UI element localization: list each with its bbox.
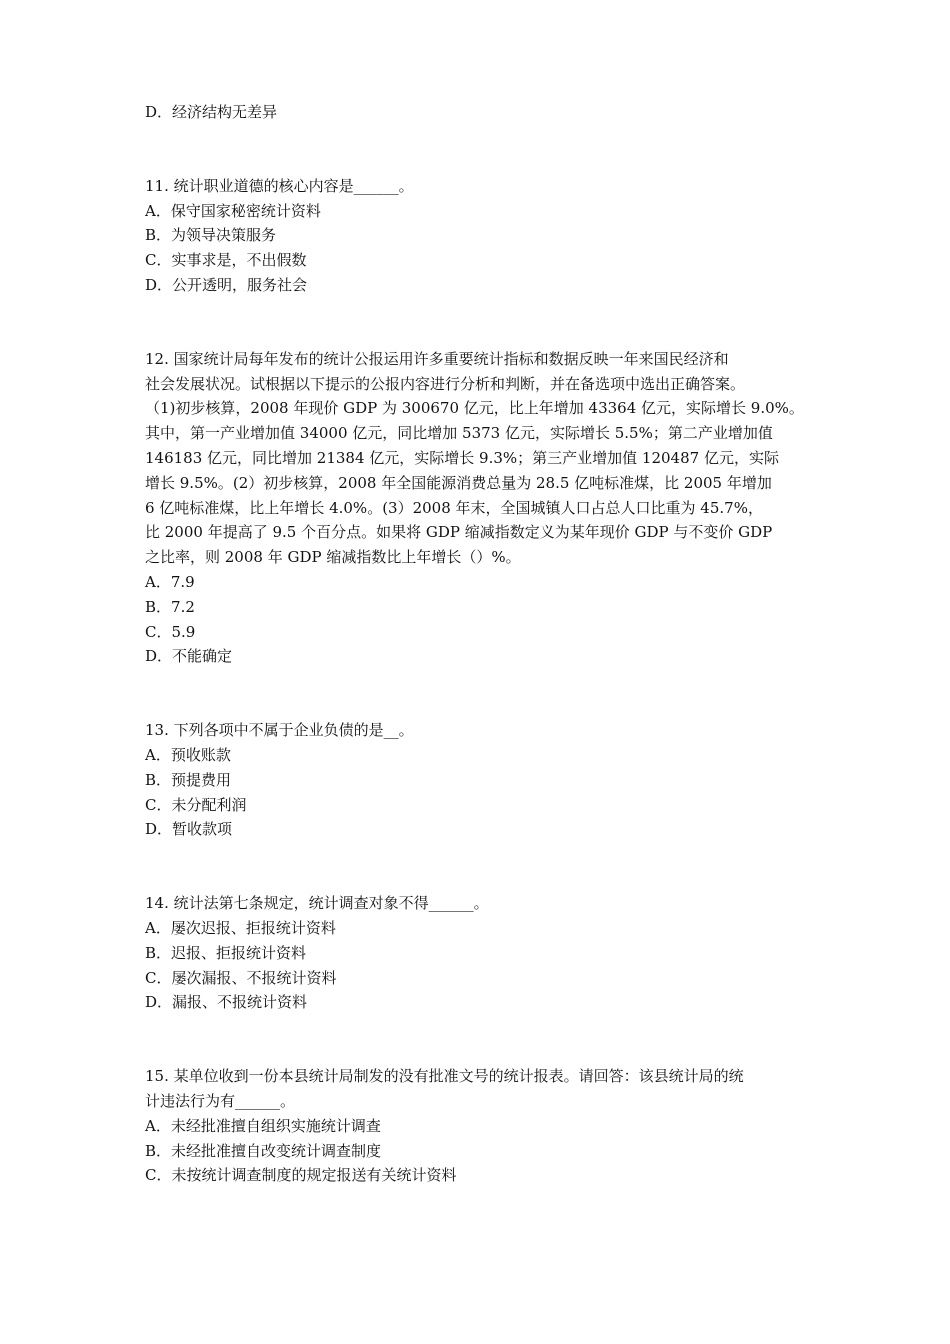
spacer: [145, 298, 815, 347]
document-page: [145, 100, 815, 1188]
option-d: D．暂收款项: [145, 820, 233, 839]
question-11: [145, 174, 815, 298]
question-stem-line: （1)初步核算，2008 年现价 GDP 为 300670 亿元，比上年增加 43364 亿元，实际增长 9.0%。: [145, 399, 804, 418]
question-14: [145, 891, 815, 1015]
option-a: A．7.9: [145, 572, 195, 591]
option-c: C．屡次漏报、不报统计资料: [145, 968, 337, 987]
question-stem-line: 比 2000 年提高了 9.5 个百分点。如果将 GDP 缩减指数定义为某年现价 GDP 与不变价 GDP: [145, 523, 773, 542]
option-a: A．屡次迟报、拒报统计资料: [145, 918, 336, 937]
spacer: [145, 669, 815, 718]
option-d: D．公开透明，服务社会: [145, 275, 308, 294]
option-a: A．保守国家秘密统计资料: [145, 201, 321, 220]
option-c: C．未分配利润: [145, 795, 247, 814]
spacer: [145, 125, 815, 174]
spacer: [145, 1015, 815, 1064]
question-13: [145, 718, 815, 842]
question-stem-line: 计违法行为有______。: [145, 1091, 296, 1110]
question-stem: 13. 下列各项中不属于企业负债的是__。: [145, 721, 414, 740]
option-b: B．迟报、拒报统计资料: [145, 943, 307, 962]
option-a: A．未经批准擅自组织实施统计调查: [145, 1116, 381, 1135]
question-stem-line: 12. 国家统计局每年发布的统计公报运用许多重要统计指标和数据反映一年来国民经济和: [145, 349, 729, 368]
option-a: A．预收账款: [145, 745, 231, 764]
question-15: [145, 1064, 815, 1188]
spacer: [145, 842, 815, 891]
question-stem: 11. 统计职业道德的核心内容是______。: [145, 176, 414, 195]
question-stem-line: 146183 亿元，同比增加 21384 亿元，实际增长 9.3%；第三产业增加值 120487 亿元，实际: [145, 448, 779, 467]
question-stem-line: 6 亿吨标准煤，比上年增长 4.0%。(3）2008 年末，全国城镇人口占总人口比重为 45.7%，: [145, 498, 763, 517]
question-12: [145, 347, 815, 669]
option-d: D．漏报、不报统计资料: [145, 993, 308, 1012]
question-stem-line: 之比率，则 2008 年 GDP 缩减指数比上年增长（）%。: [145, 548, 521, 567]
question-stem-line: 15. 某单位收到一份本县统计局制发的没有批准文号的统计报表。请回答：该县统计局的统: [145, 1067, 744, 1086]
option-b: B．未经批准擅自改变统计调查制度: [145, 1141, 382, 1160]
option-b: B．为领导决策服务: [145, 226, 277, 245]
question-stem-line: 社会发展状况。试根据以下提示的公报内容进行分析和判断，并在备选项中选出正确答案。: [145, 374, 746, 393]
option-d: D．不能确定: [145, 647, 233, 666]
option-b: B．预提费用: [145, 770, 232, 789]
option-c: C．5.9: [145, 622, 196, 641]
option-c: C．实事求是，不出假数: [145, 251, 307, 270]
option-b: B．7.2: [145, 597, 195, 616]
question-stem-line: 增长 9.5%。(2）初步核算，2008 年全国能源消费总量为 28.5 亿吨标准煤，比 2005 年增加: [145, 473, 772, 492]
leading-option: D．经济结构无差异: [145, 103, 278, 121]
question-stem-line: 其中，第一产业增加值 34000 亿元，同比增加 5373 亿元，实际增长 5.5%；第二产业增加值: [145, 424, 773, 443]
question-stem: 14. 统计法第七条规定，统计调查对象不得______。: [145, 894, 489, 913]
option-c: C．未按统计调查制度的规定报送有关统计资料: [145, 1166, 457, 1185]
